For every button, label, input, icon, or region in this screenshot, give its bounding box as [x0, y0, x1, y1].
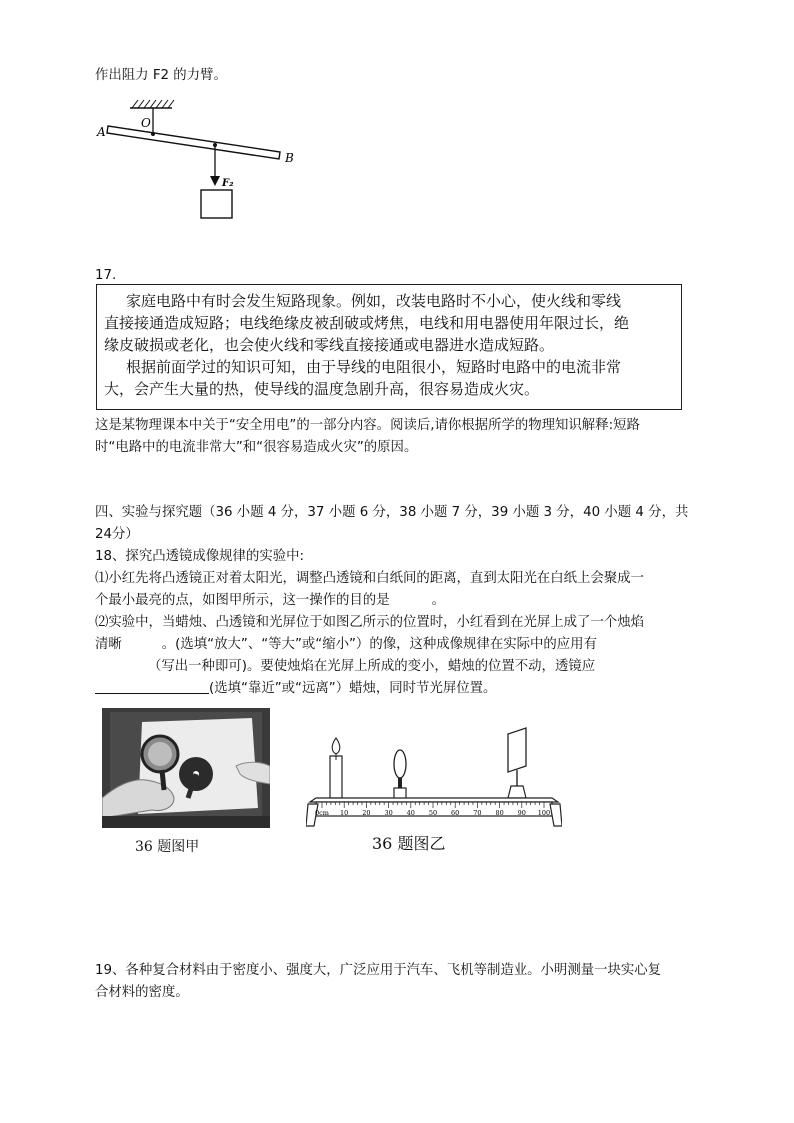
- ruler-tick-label: 100: [537, 809, 551, 817]
- q18-p2-line-4: [95, 679, 496, 698]
- q16-tail-text: 作出阻力 F2 的力臂。: [95, 68, 227, 83]
- light-screen: [508, 728, 526, 798]
- ruler-tick-label: 70: [473, 809, 482, 817]
- q18-p2-line-2a: 清晰: [95, 637, 122, 652]
- q17-question-line-1: 这是某物理课本中关于“安全用电”的一部分内容。阅读后,请你根据所学的物理知识解释:短路: [95, 418, 640, 433]
- ruler-tick-label: 10: [340, 809, 349, 817]
- label-f2: F₂: [222, 178, 234, 189]
- q18-p1-line-2-text: 个最小最亮的点，如图甲所示，这一操作的目的是: [95, 593, 390, 608]
- q18-p1-line-2-end: 。: [431, 593, 445, 608]
- section4-title-line-2: 24分）: [95, 527, 139, 542]
- figure-b-caption: 36 题图乙: [372, 834, 446, 853]
- q18-p1-line-1: ⑴小红先将凸透镜正对着太阳光，调整凸透镜和白纸间的距离，直到太阳光在白纸上会聚成一: [95, 571, 645, 586]
- figure-b-optical-bench: [306, 720, 562, 832]
- ruler-tick-label: 60: [451, 809, 460, 817]
- weight-block: [201, 190, 232, 218]
- q19-line-2: 合材料的密度。: [95, 985, 189, 1000]
- lever-bar: [107, 126, 280, 159]
- q18-p2-line-2: [95, 635, 597, 654]
- quote-line-4: 根据前面学过的知识可知，由于导线的电阻很小，短路时电路中的电流非常: [126, 358, 622, 376]
- quote-line-5: 大，会产生大量的热，使导线的温度急剧升高，很容易造成火灾。: [104, 380, 540, 398]
- answer-blank[interactable]: [95, 679, 209, 694]
- q17-number: 17.: [95, 268, 117, 283]
- q18-p2-line-3-text: （写出一种即可)。要使烛焰在光屏上所成的变小，蜡烛的位置不动，透镜应: [148, 659, 596, 674]
- q17-question-line-2: 时“电路中的电流非常大”和“很容易造成火灾”的原因。: [95, 440, 418, 455]
- quote-line-1: 家庭电路中有时会发生短路现象。例如，改装电路时不小心，使火线和零线: [126, 292, 622, 310]
- q18-p2-line-3: [95, 657, 595, 676]
- q18-intro: 18、探究凸透镜成像规律的实验中:: [95, 549, 305, 564]
- quote-line-2: 直接接通造成短路；电线绝缘皮被刮破或烤焦，电线和用电器使用年限过长，绝: [104, 314, 630, 332]
- q18-p1-line-2: [95, 591, 445, 610]
- q19-line-1: 19、各种复合材料由于密度小、强度大，广泛应用于汽车、飞机等制造业。小明测量一块实心复: [95, 963, 662, 978]
- q18-p2-line-4-text: (选填“靠近”或“远离”）蜡烛，同时节光屏位置。: [209, 681, 497, 696]
- ruler-tick-label: 90: [517, 809, 526, 817]
- figure-a-photo: [102, 708, 270, 828]
- section4-title-line-1: 四、实验与探究题（36 小题 4 分，37 小题 6 分，38 小题 7 分，39 小题 3 分，40 小题 4 分，共: [95, 505, 689, 520]
- ruler-tick-label: 30: [384, 809, 393, 817]
- ruler-tick-label: 40: [406, 809, 415, 817]
- quote-line-3: 缘皮破损或老化，也会使火线和零线直接接通或电器进水造成短路。: [104, 336, 555, 354]
- convex-lens: [394, 750, 406, 800]
- ruler-tick-label: 50: [428, 809, 438, 817]
- ruler-tick-label: 20: [362, 809, 371, 817]
- label-b: B: [285, 151, 294, 165]
- q18-p2-line-2b: 。(选填“放大”、“等大”或“缩小”）的像，这种成像规律在实际中的应用有: [161, 637, 597, 652]
- label-o: O: [141, 116, 151, 130]
- ruler-tick-label: 0cm: [315, 809, 329, 817]
- label-a: A: [97, 125, 106, 139]
- candle: [330, 738, 342, 798]
- lever-diagram: [96, 98, 306, 224]
- figure-a-caption: 36 题图甲: [135, 839, 200, 855]
- q18-p2-line-1: ⑵实验中，当蜡烛、凸透镜和光屏位于如图乙所示的位置时，小红看到在光屏上成了一个烛焰: [95, 615, 645, 630]
- ruler-tick-label: 80: [495, 809, 504, 817]
- ceiling-hatch: [130, 100, 174, 108]
